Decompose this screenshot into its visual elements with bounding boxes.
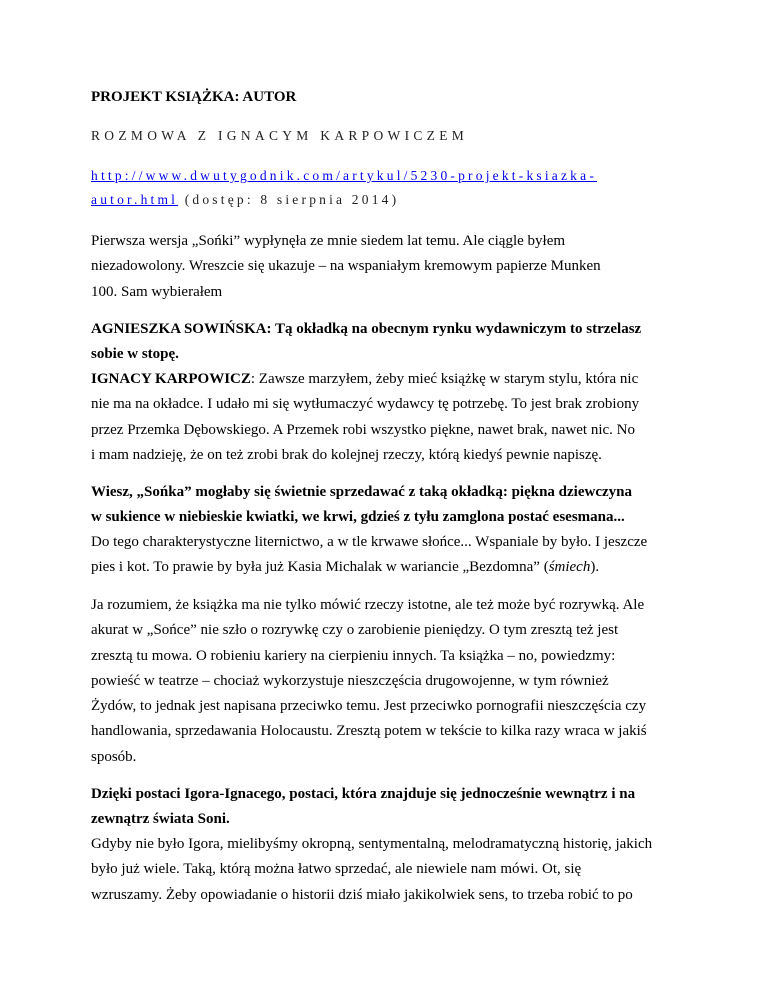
question-line: Wiesz, „Sońka” mogłaby się świetnie sprzedawać z taką okładką: piękna dziewczyna	[91, 484, 632, 500]
intro-paragraph	[91, 229, 691, 305]
document-title: PROJEKT KSIĄŻKA: AUTOR	[91, 89, 297, 105]
speaker-name: IGNACY KARPOWICZ	[91, 371, 251, 387]
text-line: niezadowolony. Wreszcie się ukazuje – na wspaniałym kremowym papierze Munken	[91, 258, 601, 275]
text-line: sposób.	[91, 748, 137, 765]
question-2	[91, 480, 691, 531]
text-segment: ).	[590, 559, 600, 576]
answer-3	[91, 593, 691, 770]
text-line: 100. Sam wybierałem	[91, 283, 223, 300]
answer-2	[91, 530, 691, 581]
text-line: handlowania, sprzedawania Holocaustu. Zresztą potem w tekście to kilka razy wraca w jakiś	[91, 723, 647, 740]
text-line: nie ma na okładce. I udało mi się wytłumaczyć wydawcy tę potrzebę. To jest brak zrobiony	[91, 396, 640, 413]
source-link-line-1	[91, 168, 597, 184]
source-url-link-continued[interactable]: autor.html	[91, 192, 179, 207]
text-segment: pies i kot. To prawie by była już Kasia Michalak w wariancie „Bezdomna” (	[91, 559, 549, 576]
text-line: akurat w „Sońce” nie szło o rozrywkę czy o zarobienie pieniędzy. O tym zresztą też jest	[91, 622, 619, 639]
answer-4	[91, 832, 691, 908]
question-1	[91, 317, 691, 368]
text-line: zresztą tu mowa. O robieniu kariery na cierpieniu innych. Ta książka – no, powiedzmy:	[91, 647, 616, 664]
stage-direction: śmiech	[548, 559, 591, 576]
text-line: wzruszamy. Żeby opowiadanie o historii dziś miało jakikolwiek sens, to trzeba robić to po	[91, 886, 633, 903]
question-line: sobie w stopę.	[91, 346, 179, 363]
document-subtitle: ROZMOWA Z IGNACYM KARPOWICZEM	[91, 128, 469, 143]
question-3	[91, 782, 691, 833]
text-line: Pierwsza wersja „Sońki” wypłynęła ze mnie siedem lat temu. Ale ciągle byłem	[91, 233, 566, 249]
question-line: AGNIESZKA SOWIŃSKA: Tą okładką na obecnym rynku wydawniczym to strzelasz	[91, 321, 642, 337]
access-date-note: (dostęp: 8 sierpnia 2014)	[184, 192, 400, 207]
text-line: przez Przemka Dębowskiego. A Przemek robi wszystko piękne, nawet brak, nawet nic. No	[91, 421, 636, 438]
question-line: Dzięki postaci Igora-Ignacego, postaci, która znajduje się jednocześnie wewnątrz i na	[91, 786, 636, 802]
text-line: Żydów, to jednak jest napisana przeciwko temu. Jest przeciwko pornografii nieszczęścia czy	[91, 698, 647, 715]
text-line: Ja rozumiem, że książka ma nie tylko mówić rzeczy istotne, ale też może być rozrywką. Ale	[91, 597, 645, 613]
text-line: i mam nadzieję, że on też zrobi brak do kolejnej rzeczy, którą kiedyś pewnie napiszę.	[91, 446, 602, 463]
text-line: Do tego charakterystyczne liternictwo, a w tle krwawe słońce... Wspaniale by było. I jeszcze	[91, 534, 648, 550]
question-line: zewnątrz świata Soni.	[91, 811, 230, 828]
text-line	[91, 555, 691, 580]
source-url-link[interactable]: http://www.dwutygodnik.com/artykul/5230-projekt-ksiazka-	[91, 168, 598, 183]
question-line: w sukience w niebieskie kwiatki, we krwi, gdzieś z tyłu zamglona postać esesmana...	[91, 509, 625, 526]
answer-text: : Zawsze marzyłem, żeby mieć książkę w starym stylu, która nic	[250, 371, 639, 387]
answer-first-line	[91, 367, 691, 392]
text-line: Gdyby nie było Igora, mielibyśmy okropną, sentymentalną, melodramatyczną historię, jakich	[91, 836, 653, 852]
answer-1	[91, 367, 691, 468]
source-link-line-2	[91, 192, 399, 208]
text-line: było już wiele. Taką, którą można łatwo sprzedać, ale niewiele nam mówi. Ot, się	[91, 861, 582, 878]
text-line: powieść w teatrze – chociaż wykorzystuje nieszczęścia drugowojenne, w tym również	[91, 672, 609, 689]
